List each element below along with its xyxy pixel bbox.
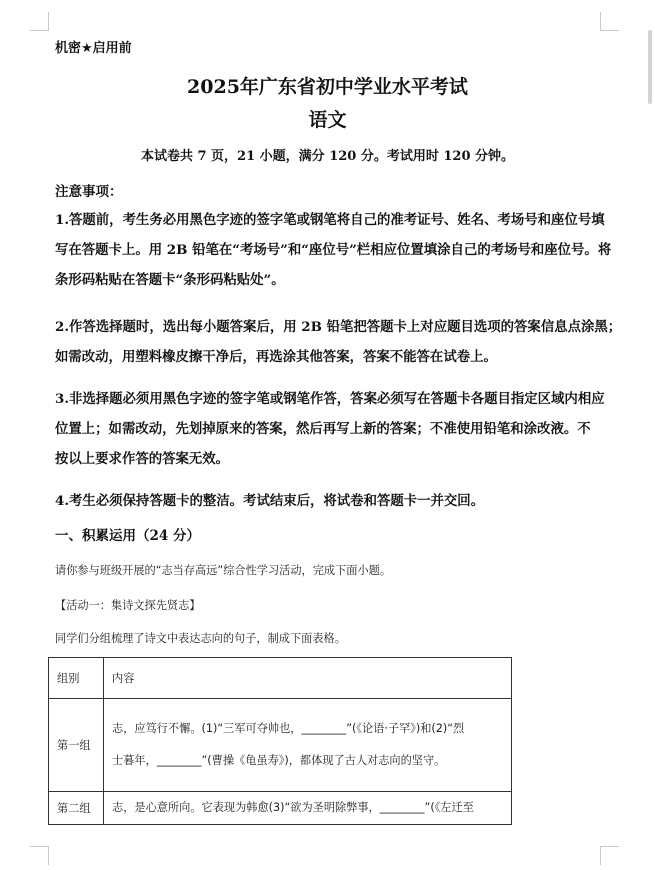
notice-line: 按以上要求作答的答案无效。: [55, 451, 230, 467]
notice-item-1: [55, 205, 612, 295]
table-cell-line: 志，应笃行不懈。(1)“三军可夺帅也，________”(《论语·子罕》)和(2)“烈: [112, 722, 465, 735]
exam-meta: 本试卷共 7 页，21 小题，满分 120 分。考试用时 120 分钟。: [140, 149, 515, 164]
subject-title: 语文: [308, 109, 347, 131]
section-intro: 请你参与班级开展的“志当存高远”综合性学习活动，完成下面小题。: [55, 564, 392, 577]
table-header-row: [49, 658, 512, 699]
notice-item-3: [55, 384, 605, 474]
table-cell-content: [104, 699, 512, 792]
table-row: [49, 792, 512, 825]
notice-line: 写在答题卡上。用 2B 铅笔在“考场号”和“座位号”栏相应位置填涂自己的考场号和座位号。将: [55, 242, 612, 258]
aspiration-table: [48, 657, 512, 825]
activity-label: 【活动一：集诗文探先贤志】: [55, 599, 201, 612]
notice-line: 4.考生必须保持答题卡的整洁。考试结束后，将试卷和答题卡一并交回。: [55, 493, 485, 509]
notice-item-2: [55, 312, 622, 372]
crop-mark-bottom-left: [30, 846, 49, 865]
notice-item-4: [55, 486, 600, 516]
exam-title: 2025年广东省初中学业水平考试: [187, 76, 468, 98]
notice-line: 1.答题前，考生务必用黑色字迹的签字笔或钢笔将自己的准考证号、姓名、考场号和座位号填: [55, 212, 605, 228]
table-cell-group: 第一组: [49, 699, 104, 792]
notice-heading: 注意事项：: [55, 184, 123, 200]
notice-line: 3.非选择题必须用黑色字迹的签字笔或钢笔作答，答案必须写在答题卡各题目指定区域内相应: [55, 391, 605, 407]
table-header-group: 组别: [49, 658, 104, 699]
crop-mark-top-right: [600, 12, 619, 31]
table-header-content: 内容: [104, 658, 512, 699]
table-cell-group: 第二组: [49, 792, 104, 825]
crop-mark-top-left: [30, 12, 49, 31]
table-lead: 同学们分组梳理了诗文中表达志向的句子，制成下面表格。: [55, 632, 346, 645]
crop-mark-bottom-right: [600, 846, 619, 865]
section-title: 一、积累运用（24 分）: [55, 528, 200, 544]
notice-line: 2.作答选择题时，选出每小题答案后，用 2B 铅笔把答题卡上对应题目选项的答案信息点涂黑；: [55, 319, 622, 335]
notice-line: 条形码粘贴在答题卡“条形码粘贴处”。: [55, 272, 285, 288]
table-row: [49, 699, 512, 792]
table-cell-content: [104, 792, 512, 825]
notice-line: 位置上；如需改动，先划掉原来的答案，然后再写上新的答案；不准使用铅笔和涂改液。不: [55, 421, 591, 437]
notice-line: 如需改动，用塑料橡皮擦干净后，再选涂其他答案，答案不能答在试卷上。: [55, 349, 497, 365]
confidential-label: 机密★启用前: [55, 41, 132, 56]
table-cell-line: 士暮年，________”(曹操《龟虽寿》)，都体现了古人对志向的坚守。: [112, 754, 446, 767]
table-cell-line: 志，是心意所向。它表现为韩愈(3)“欲为圣明除弊事，________”(《左迁至: [112, 801, 474, 814]
